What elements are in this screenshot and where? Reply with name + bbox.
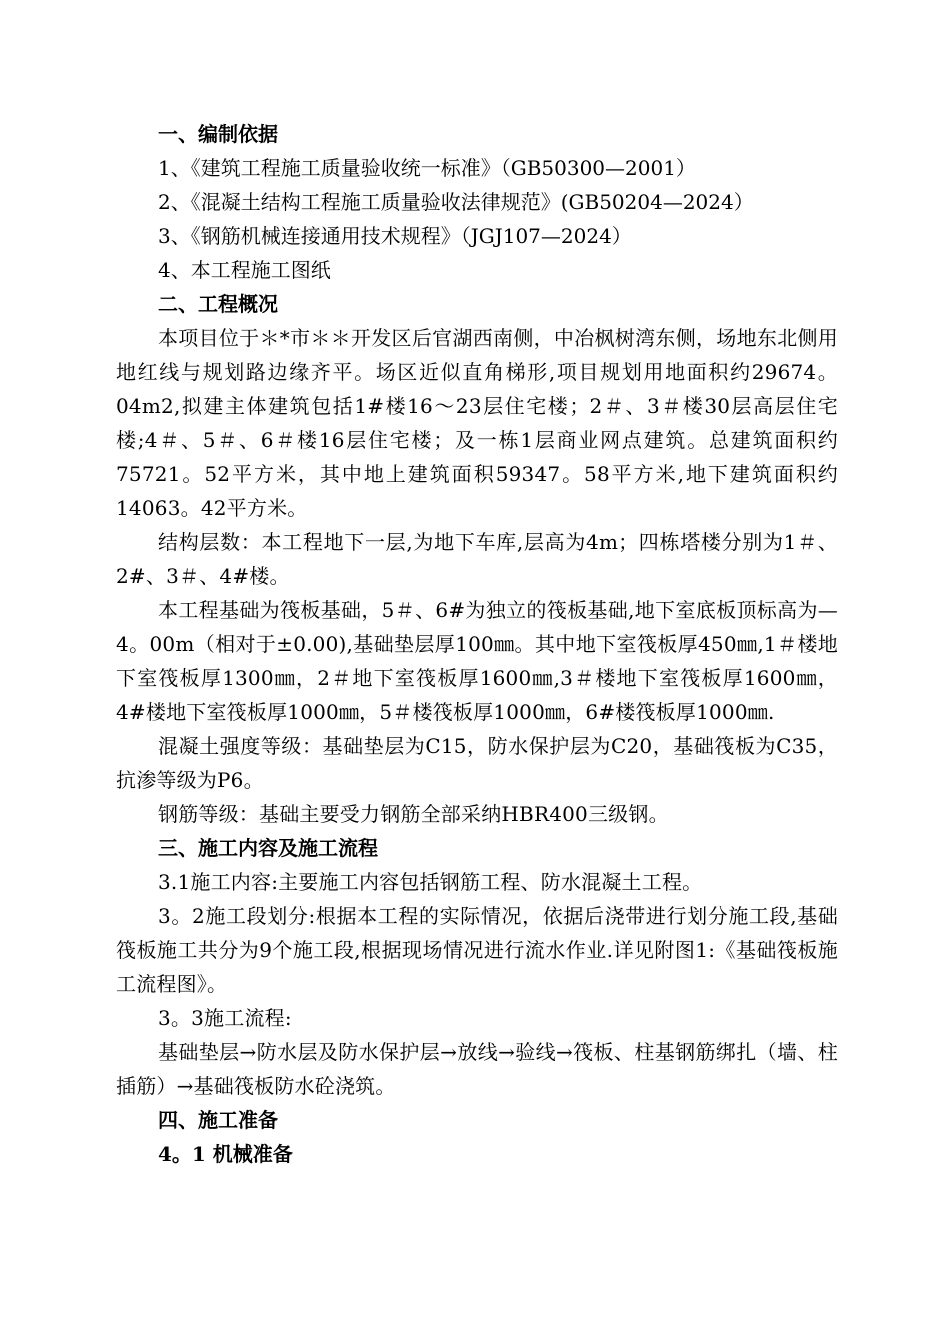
basis-item-4: 4、本工程施工图纸 xyxy=(158,258,331,282)
construction-flow-title: 3。3施工流程: xyxy=(158,1006,292,1030)
document-body xyxy=(116,117,838,1171)
construction-segments: 3。2施工段划分:根据本工程的实际情况，依据后浇带进行划分施工段,基础筏板施工共分为9个施工段,根据现场情况进行流水作业.详见附图1:《基础筏板施工流程图》。 xyxy=(116,904,838,996)
construction-content: 3.1施工内容:主要施工内容包括钢筋工程、防水混凝土工程。 xyxy=(158,870,703,894)
overview-paragraph-concrete: 混凝土强度等级：基础垫层为C15，防水保护层为C20，基础筏板为C35，抗渗等级为P6。 xyxy=(116,734,838,792)
subsection-heading-machinery: 4。1 机械准备 xyxy=(158,1142,293,1166)
construction-flow-steps: 基础垫层→防水层及防水保护层→放线→验线→筏板、柱基钢筋绑扎（墙、柱插筋）→基础筏板防水砼浇筑。 xyxy=(116,1040,838,1098)
section-heading-overview: 二、工程概况 xyxy=(158,292,278,316)
basis-item-1: 1、《建筑工程施工质量验收统一标准》（GB50300—2001） xyxy=(158,156,696,180)
overview-paragraph-structure: 结构层数：本工程地下一层,为地下车库,层高为4m；四栋塔楼分别为1＃、2#、3＃、4#楼。 xyxy=(116,530,838,588)
section-heading-basis: 一、编制依据 xyxy=(158,122,278,146)
section-heading-construction: 三、施工内容及施工流程 xyxy=(158,836,378,860)
section-heading-preparation: 四、施工准备 xyxy=(158,1108,278,1132)
overview-paragraph-location: 本项目位于＊*市＊＊开发区后官湖西南侧，中冶枫树湾东侧，场地东北侧用地红线与规划路边缘齐平。场区近似直角梯形,项目规划用地面积约29674。04m2,拟建主体建筑包括1#楼16～23层住宅楼；2＃、3＃楼30层高层住宅楼;4＃、5＃、6＃楼16层住宅楼；及一栋1层商业网点建筑。总建筑面积约75721。52平方米，其中地上建筑面积59347。58平方米,地下建筑面积约14063。42平方米。 xyxy=(116,326,838,520)
basis-item-2: 2、《混凝土结构工程施工质量验收法律规范》(GB50204—2024） xyxy=(158,190,754,214)
overview-paragraph-foundation: 本工程基础为筏板基础，5＃、6#为独立的筏板基础,地下室底板顶标高为—4。00m（相对于±0.00),基础垫层厚100㎜。其中地下室筏板厚450㎜,1＃楼地下室筏板厚1300㎜，2＃地下室筏板厚1600㎜,3＃楼地下室筏板厚1600㎜，4#楼地下室筏板厚1000㎜，5＃楼筏板厚1000㎜，6#楼筏板厚1000㎜. xyxy=(116,598,838,724)
overview-paragraph-rebar: 钢筋等级：基础主要受力钢筋全部采纳HBR400三级钢。 xyxy=(158,802,669,826)
basis-item-3: 3、《钢筋机械连接通用技术规程》（JGJ107—2024） xyxy=(158,224,632,248)
